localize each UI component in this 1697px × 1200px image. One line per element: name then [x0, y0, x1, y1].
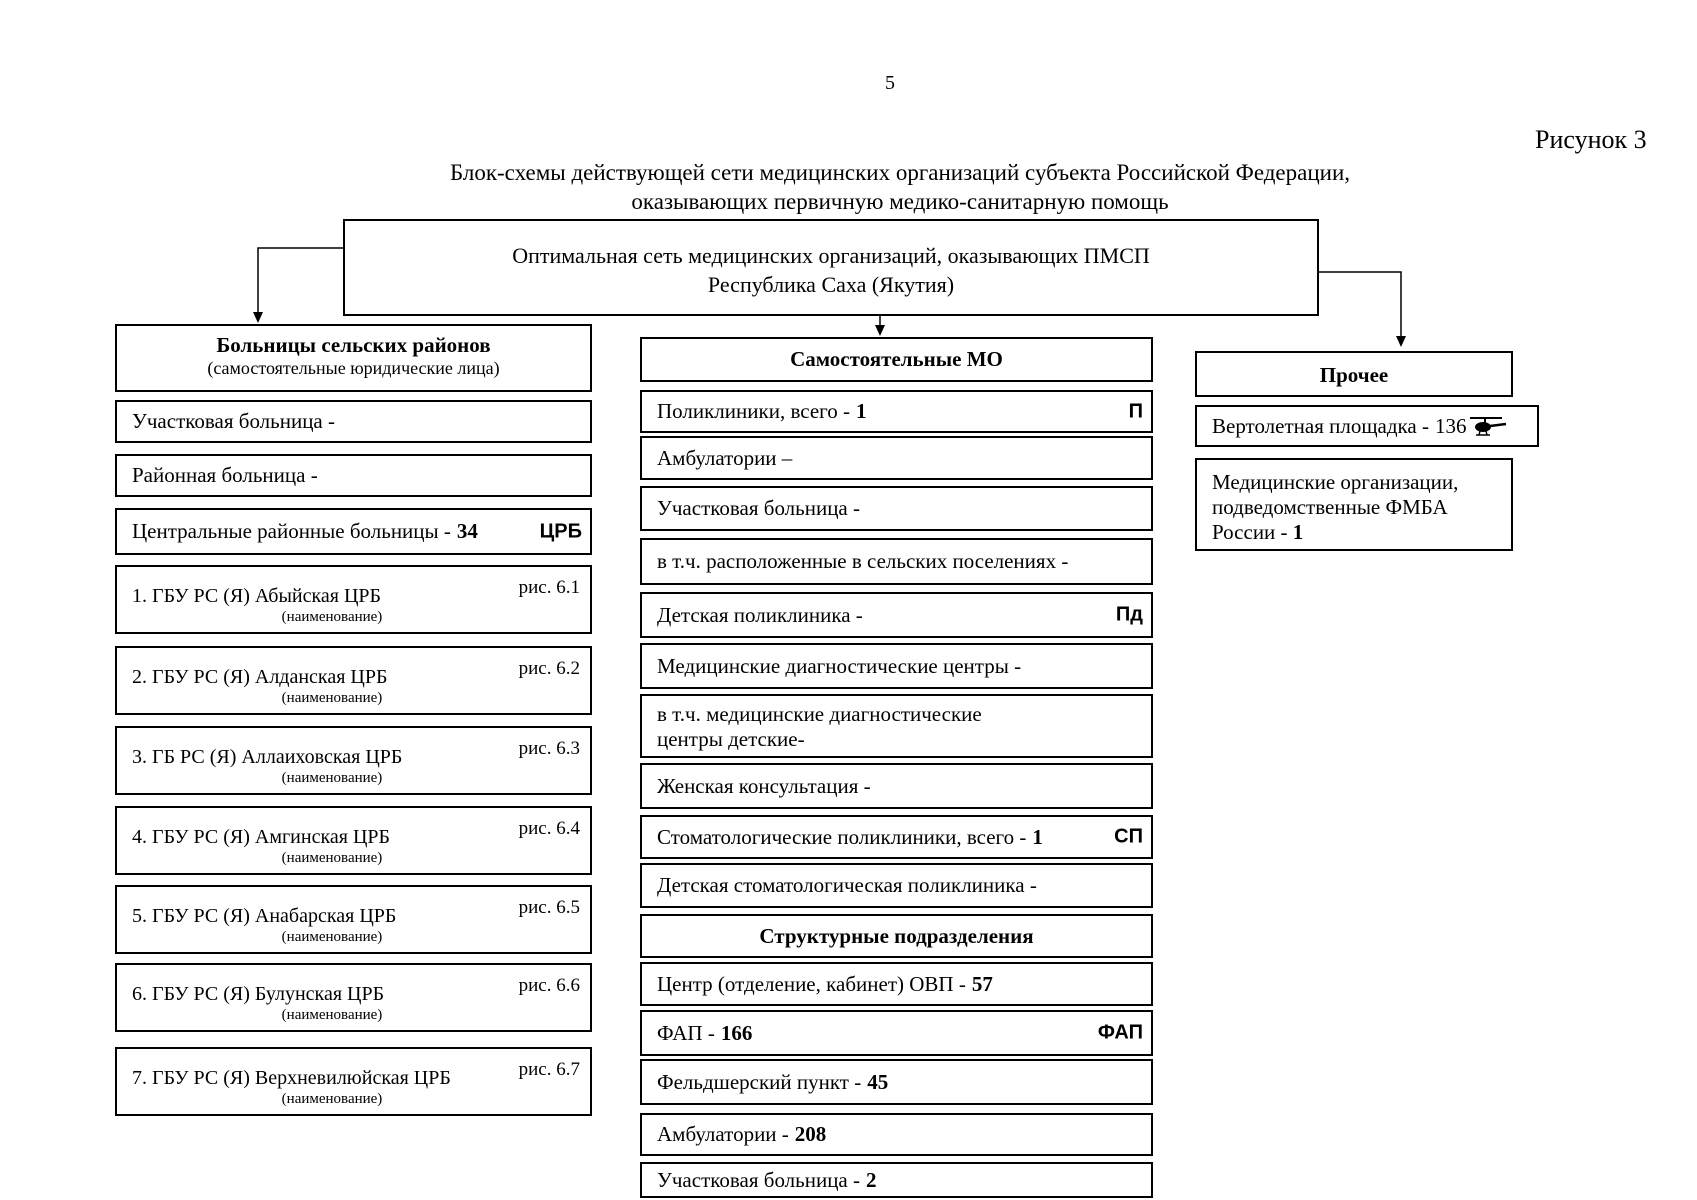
item-label: Участковая больница - — [657, 1167, 860, 1192]
page-number: 5 — [885, 72, 895, 94]
crb-ref: рис. 6.1 — [518, 577, 580, 598]
crb-box-2 — [115, 646, 592, 715]
arrowhead-right — [1396, 336, 1406, 347]
crb-ref: рис. 6.6 — [518, 975, 580, 996]
root-line-2: Республика Саха (Якутия) — [707, 272, 955, 297]
mid-item-women — [640, 763, 1153, 809]
crb-ref: рис. 6.4 — [518, 818, 580, 839]
left-item-crb-total — [115, 508, 592, 555]
root-line-1: Оптимальная сеть медицинских организаций, оказывающих ПМСП — [512, 243, 1150, 268]
item-label: Амбулатории - — [657, 1122, 789, 1146]
crb-name: 1. ГБУ РС (Я) Абыйская ЦРБ — [132, 585, 382, 607]
dental-code: СП — [1114, 825, 1143, 848]
item-label: Вертолетная площадка - — [1212, 413, 1429, 438]
diagram-title — [300, 158, 1500, 216]
crb-box-6 — [115, 963, 592, 1032]
middle-header: Самостоятельные МО — [640, 337, 1153, 382]
crb-name: 6. ГБУ РС (Я) Булунская ЦРБ — [132, 983, 385, 1005]
item-label: Районная больница - — [132, 463, 318, 487]
mid-item-child-diag — [640, 694, 1153, 758]
item-label: Медицинские диагностические центры - — [657, 653, 1022, 678]
fmba-line-3 — [1212, 520, 1496, 545]
item-value: 136 — [1434, 413, 1467, 438]
root-box — [343, 219, 1319, 316]
mid-item-ambulatory — [640, 436, 1153, 480]
crb-name: 2. ГБУ РС (Я) Алданская ЦРБ — [132, 666, 388, 688]
left-item-uchastkovaya — [115, 400, 592, 443]
item-label: в т.ч. расположенные в сельских поселениях - — [657, 549, 1069, 573]
crb-note: (наименование) — [281, 929, 383, 945]
mid-item-rural — [640, 538, 1153, 585]
item-label: Центр (отделение, кабинет) ОВП - — [657, 971, 966, 996]
crb-box-3 — [115, 726, 592, 795]
connector-right — [1319, 272, 1401, 342]
struct-item-feldsher — [640, 1059, 1153, 1105]
mid-item-polyclinics — [640, 390, 1153, 433]
left-header: Больницы сельских районов — [216, 333, 491, 357]
item-label: Стоматологические поликлиники, всего - — [657, 824, 1027, 849]
item-label: ФАП - — [657, 1020, 715, 1045]
crb-box-7 — [115, 1047, 592, 1116]
crb-name: 4. ГБУ РС (Я) Амгинская ЦРБ — [132, 826, 390, 848]
item-value: 2 — [866, 1167, 877, 1192]
item-value: 34 — [456, 519, 478, 543]
item-label: Участковая больница - — [657, 496, 860, 520]
crb-note: (наименование) — [281, 1007, 383, 1023]
crb-name: 3. ГБ РС (Я) Аллаиховская ЦРБ — [132, 746, 403, 768]
crb-box-4 — [115, 806, 592, 875]
right-item-fmba — [1195, 458, 1513, 551]
left-item-rayonnaya — [115, 454, 592, 497]
left-subheader: (самостоятельные юридические лица) — [207, 358, 500, 378]
figure-label: Рисунок 3 — [1535, 125, 1647, 154]
item-label-2: центры детские- — [657, 727, 805, 751]
item-label: Амбулатории – — [657, 445, 793, 470]
crb-ref: рис. 6.5 — [518, 897, 580, 918]
item-value: 57 — [971, 971, 993, 996]
arrowhead-left — [253, 312, 263, 323]
mid-item-uchastkovaya — [640, 486, 1153, 531]
item-label: Детская стоматологическая поликлиника - — [657, 873, 1037, 897]
helicopter-icon — [1468, 413, 1508, 439]
item-label: Центральные районные больницы - — [132, 519, 451, 543]
mid-item-child-dental — [640, 863, 1153, 908]
crb-note: (наименование) — [281, 1091, 383, 1107]
crb-note: (наименование) — [281, 770, 383, 786]
struct-item-ambulatory — [640, 1113, 1153, 1156]
title-line-1: Блок-схемы действующей сети медицинских организаций субъекта Российской Федерации, — [449, 160, 1351, 185]
struct-item-fap — [640, 1010, 1153, 1056]
item-value: 45 — [867, 1069, 889, 1094]
child-polyclinic-code: Пд — [1115, 603, 1143, 626]
item-value: 208 — [794, 1122, 827, 1146]
polyclinic-code: П — [1128, 400, 1143, 422]
right-item-heli — [1195, 405, 1539, 447]
fap-code: ФАП — [1097, 1021, 1143, 1044]
item-label: Фельдшерский пункт - — [657, 1069, 862, 1094]
fmba-label: России - — [1212, 520, 1288, 544]
fmba-line-1: Медицинские организации, — [1212, 470, 1459, 494]
crb-note: (наименование) — [281, 690, 383, 706]
struct-item-uchastkovaya — [640, 1162, 1153, 1198]
crb-ref: рис. 6.3 — [518, 738, 580, 759]
title-line-2: оказывающих первичную медико-санитарную помощь — [631, 189, 1169, 214]
struct-header: Структурные подразделения — [640, 914, 1153, 958]
crb-name: 7. ГБУ РС (Я) Верхневилюйская ЦРБ — [132, 1067, 451, 1089]
crb-box-1 — [115, 565, 592, 634]
item-value: 1 — [1032, 824, 1043, 849]
item-label: Женская консультация - — [657, 773, 871, 798]
item-value: 1 — [855, 399, 867, 423]
crb-note: (наименование) — [281, 609, 383, 625]
mid-item-dental — [640, 815, 1153, 859]
arrowhead-middle — [875, 325, 885, 336]
left-header-box — [115, 324, 592, 392]
struct-item-ovp — [640, 962, 1153, 1006]
right-header: Прочее — [1195, 351, 1513, 397]
crb-code: ЦРБ — [539, 520, 582, 542]
connector-left — [258, 248, 343, 318]
fmba-line-2: подведомственные ФМБА — [1212, 495, 1448, 519]
crb-ref: рис. 6.2 — [518, 658, 580, 679]
fmba-value: 1 — [1292, 520, 1304, 544]
item-value: 166 — [720, 1020, 753, 1045]
mid-item-child-polyclinic — [640, 592, 1153, 638]
item-label: Участковая больница - — [132, 409, 335, 433]
crb-ref: рис. 6.7 — [518, 1059, 580, 1080]
crb-name: 5. ГБУ РС (Я) Анабарская ЦРБ — [132, 905, 397, 927]
item-label: Поликлиники, всего - — [657, 399, 850, 423]
item-label: Детская поликлиника - — [657, 602, 863, 627]
item-label: в т.ч. медицинские диагностические — [657, 702, 982, 726]
mid-item-diag-centers — [640, 643, 1153, 689]
crb-box-5 — [115, 885, 592, 954]
crb-note: (наименование) — [281, 850, 383, 866]
